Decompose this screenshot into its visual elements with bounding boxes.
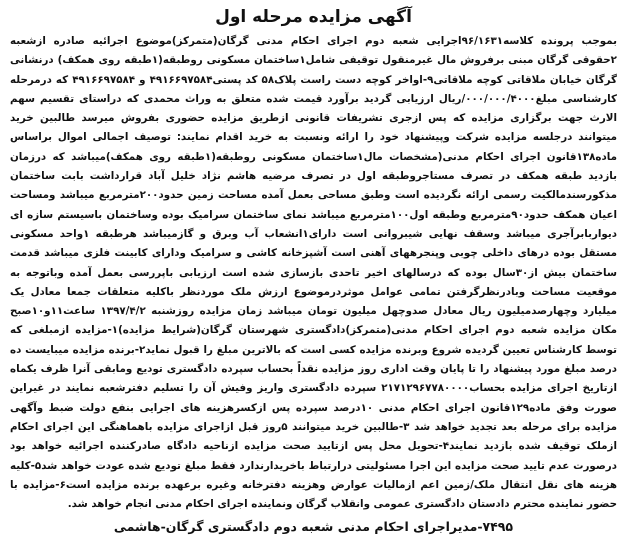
notice-body: بموجب پرونده کلاسه۹۶/۱۶۳۱اجرایی شعبه دوم اجرای احکام مدنی گرگان(متمرکز)موضوع اجرائیه صادره ازشعبه ۲حقوقی گرگان مبنی برفروش مال غیرمنقول توقیفی شامل۱ساختمان مسکونی روطبقه(۱طبقه روی همکف) درنشانی گرگان خیابان ملاقاتی کوچه ملاقاتی۹-اواخر کوچه دست راست پلاک۵۸ کد پستی۴۹۱۶۶۹۷۵۸۴ و ۴۹۱۶۶۹۷۵۸۴ که درمرحله کارشناسی مبلغ۰۰۰/۰۰۰/۴۰۰۰/ریال ارزیابی گردید برآورد قیمت شده متعلق به وراث محمدی که دراستای تقسیم سهم الارث جهت برگزاری مزایده که پس ازجری تشریفات قانونی ازطریق مزایده حضوری بفروش میرسد طالبین خرید میتوانند درجلسه مزایده شرکت وپیشنهاد خود را ارائه ونسبت به خرید اقدام نمایند: توصیف اجمالی اموال براساس ماده۱۳۸قانون اجرای احکام مدنی(مشخصات مال۱ساختمان مسکونی روطبقه(۱طبقه روی همکف)میباشد که درزمان بازدید طبقه همکف در تصرف مستاجروطبقه اول در تصرف مرضیه هاشم نژاد خلیل آباد قرارداشت بابت ساختمان مذکورسندمالکیت رسمی ارائه نگردیده است وطبق مساحی بعمل آمده مساحت زمین حدود۲۰۰مترمربع میباشد ومساحت اعیان همکف حدود۹۰مترمربع وطبقه اول۱۰۰مترمربع میباشد نمای ساختمان سرامیک بوده وساختمان باسیستم سازه ای دیواربابرآجری میباشد وسقف نهایی شیبروانی است دارای۱انشعاب آب وبرق و گازمیباشد هرطبقه ۱واحد مسکونی مستقل بوده درهای داخلی چوبی وپنجرههای آهنی است آشپزخانه کاشی و سرامیک ودارای کابینت فلزی میباشد قدمت ساختمان بیش از۳۰سال بوده که درسالهای اخیر تاحدی بازسازی شده است ارزیابی باپررسی بعمل آمده وباتوجه به موقعیت مساحت وبادرنظرگرفتن تمامی عوامل موثردرموضوع ارزش ملک موردنظر باکلیه متعلقات جمعا معادل یک میلیارد وچهارصدمیلیون ریال معادل صدوچهل میلیون تومان میباشد زمان مزایده روزشنبه ۱۳۹۷/۴/۲ ساعت۱۱و۱۰صبح مکان مزایده شعبه دوم اجرای احکام مدنی(متمرکز)دادگستری شهرستان گرگان(شرایط مزایده)۱-مزایده ازمبلغی که توسط کارشناس تعیین گردیده شروع وبرنده مزایده کسی است که بالاترین مبلغ را قبول نماید۲-برنده مزایده میبایست ده درصد مبلغ مورد پیشنهاد را تا پایان وقت اداری روز مزایده نقداً بحساب سپرده دادگستری تودیع ومابقی آنرا ظرف یکماه ازتاریخ اجرای مزایده بحساب۲۱۷۱۲۹۶۷۷۸۰۰۰۰ سپرده دادگستری واریز وفیش آن را تسلیم دفترشعبه نمایند در غیراین صورت وفق ماده۱۲۹قانون اجرای احکام مدنی ۱۰درصد سپرده پس ازکسرهزینه های اجرایی بنفع دولت ضبط وآگهی مزایده برای مرحله بعد تجدید خواهد شد ۳-طالبین خرید میتوانند ۵روز قبل ازاجرای مزایده باهماهنگی این اجرای احکام ازملک توقیف شده بازدید نمایند۴-تحویل محل پس ازتایید صحت مزایده ازناحیه دادگاه صادرکننده اجرائیه خواهد بود درصورت عدم تایید صحت مزایده این اجرا مسئولیتی درارتباط باخریدارندارد فقط مبلغ تودیع شده عودت خواهد شد۵-کلیه هزینه های نقل انتقال ملک/زمین اعم ازمالیات عوارض وهزینه دفترخانه وغیره برعهده برنده مزایده است۶-مزایده با حضور نماینده محترم دادستان دادگستری عمومی وانقلاب گرگان ونماینده اجرای احکام مدنی انجام خواهد شد. [10, 35, 618, 511]
notice-title: آگهی مزایده مرحله اول [215, 7, 412, 27]
notice-footer: ۷۴۹۵-مدیراجرای احکام مدنی شعبه دوم دادگستری گرگان-هاشمی [113, 519, 514, 535]
